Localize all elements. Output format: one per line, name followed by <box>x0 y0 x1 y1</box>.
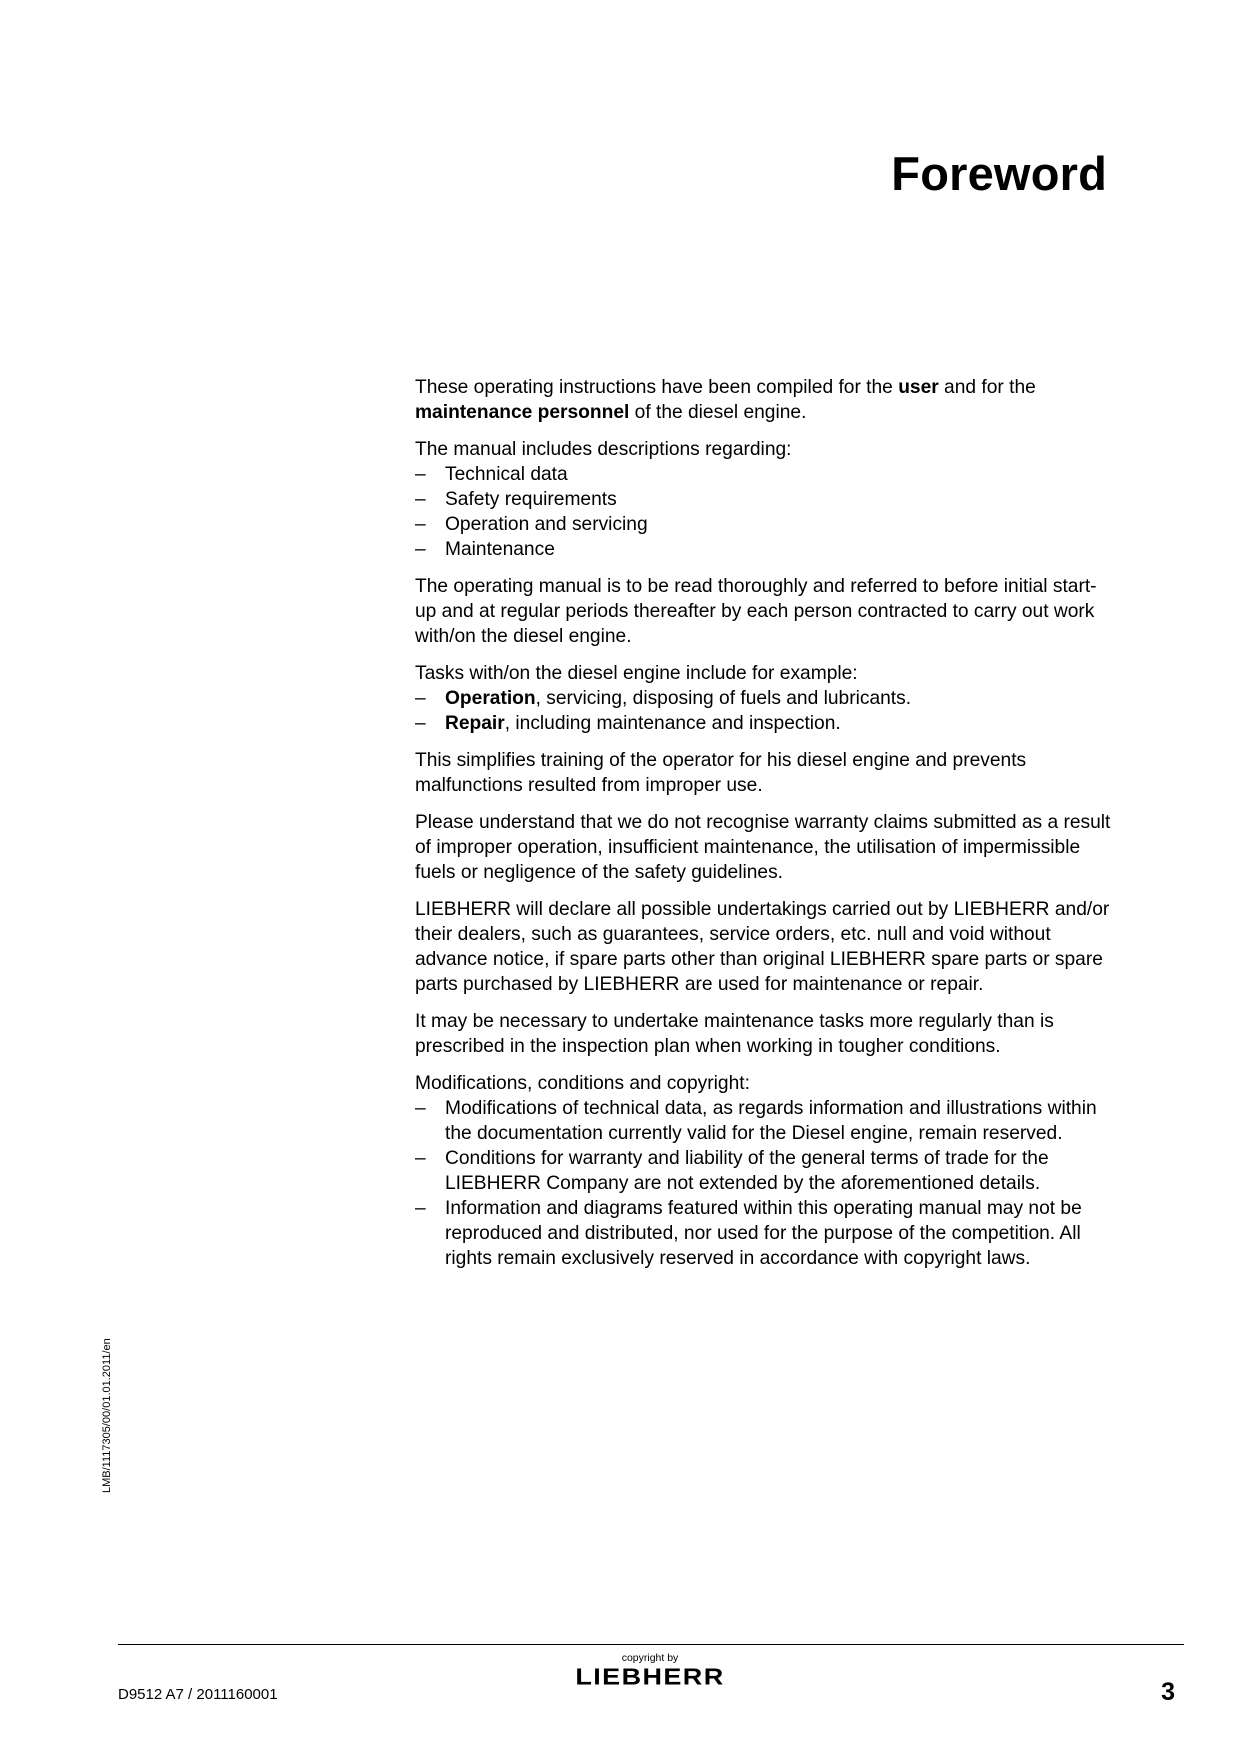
warranty-paragraph: Please understand that we do not recognise warranty claims submitted as a result of improper operation, insufficient maintenance, the utilisation of impermissible fuels or negligence of the safety guidelines. <box>415 812 1111 883</box>
list-item: – Conditions for warranty and liability of the general terms of trade for the LIEBHERR Company are not extended by the aforementioned details. <box>415 1148 1049 1194</box>
intro-text: These operating instructions have been compiled for the <box>415 377 899 398</box>
descriptions-list <box>415 462 1115 562</box>
intro-bold-personnel: maintenance personnel <box>415 402 630 423</box>
dash-bullet: – <box>415 539 426 560</box>
dash-bullet: – <box>415 514 426 535</box>
list-item: – Information and diagrams featured within this operating manual may not be reproduced and distributed, nor used for the purpose of the competition. All rights remain exclusively reserved in accordance with copyright laws. <box>415 1198 1082 1269</box>
list-item: – Operation, servicing, disposing of fuels and lubricants. <box>415 688 912 709</box>
dash-bullet: – <box>415 713 426 734</box>
dash-bullet: – <box>415 464 426 485</box>
dash-bullet: – <box>415 688 426 709</box>
dash-bullet: – <box>415 1198 426 1219</box>
modifications-lead: Modifications, conditions and copyright: <box>415 1073 750 1094</box>
list-item: – Operation and servicing <box>415 514 648 535</box>
list-item: – Maintenance <box>415 539 555 560</box>
foreword-body <box>415 375 1115 1283</box>
copyright-label: copyright by <box>621 1652 679 1664</box>
document-reference: LMB/1117305/00/01.01.2011/en <box>101 1338 113 1493</box>
tasks-lead: Tasks with/on the diesel engine include for example: <box>415 663 858 684</box>
list-item: – Repair, including maintenance and inspection. <box>415 713 841 734</box>
reading-paragraph: The operating manual is to be read thoroughly and referred to before initial start-up and at regular periods thereafter by each person contracted to carry out work with/on the diesel engine. <box>415 576 1097 647</box>
intro-paragraph <box>415 375 1115 425</box>
dash-bullet: – <box>415 1098 426 1119</box>
intro-text: of the diesel engine. <box>629 402 807 423</box>
tasks-list <box>415 686 1115 736</box>
footer-divider <box>118 1644 1184 1645</box>
descriptions-lead: The manual includes descriptions regarding: <box>415 439 792 460</box>
maintenance-paragraph: It may be necessary to undertake maintenance tasks more regularly than is prescribed in the inspection plan when working in tougher conditions. <box>415 1011 1054 1057</box>
list-item: – Technical data <box>415 464 568 485</box>
list-item: – Modifications of technical data, as regards information and illustrations within the documentation currently valid for the Diesel engine, remain reserved. <box>415 1098 1097 1144</box>
dash-bullet: – <box>415 489 426 510</box>
list-item: – Safety requirements <box>415 489 617 510</box>
modifications-list <box>415 1096 1115 1271</box>
page-title: Foreword <box>891 147 1107 200</box>
liebherr-logo: LIEBHERR <box>575 1664 725 1690</box>
intro-text: and for the <box>938 377 1036 398</box>
page-number: 3 <box>1161 1678 1175 1706</box>
dash-bullet: – <box>415 1148 426 1169</box>
intro-bold-user: user <box>898 377 939 398</box>
document-number: D9512 A7 / 2011160001 <box>118 1686 278 1703</box>
spare-parts-paragraph: LIEBHERR will declare all possible undertakings carried out by LIEBHERR and/or their dealers, such as guarantees, service orders, etc. null and void without advance notice, if spare parts other than original LIEBHERR spare parts or spare parts purchased by LIEBHERR are used for maintenance or repair. <box>415 899 1110 995</box>
training-paragraph: This simplifies training of the operator for his diesel engine and prevents malfunctions resulted from improper use. <box>415 750 1027 796</box>
